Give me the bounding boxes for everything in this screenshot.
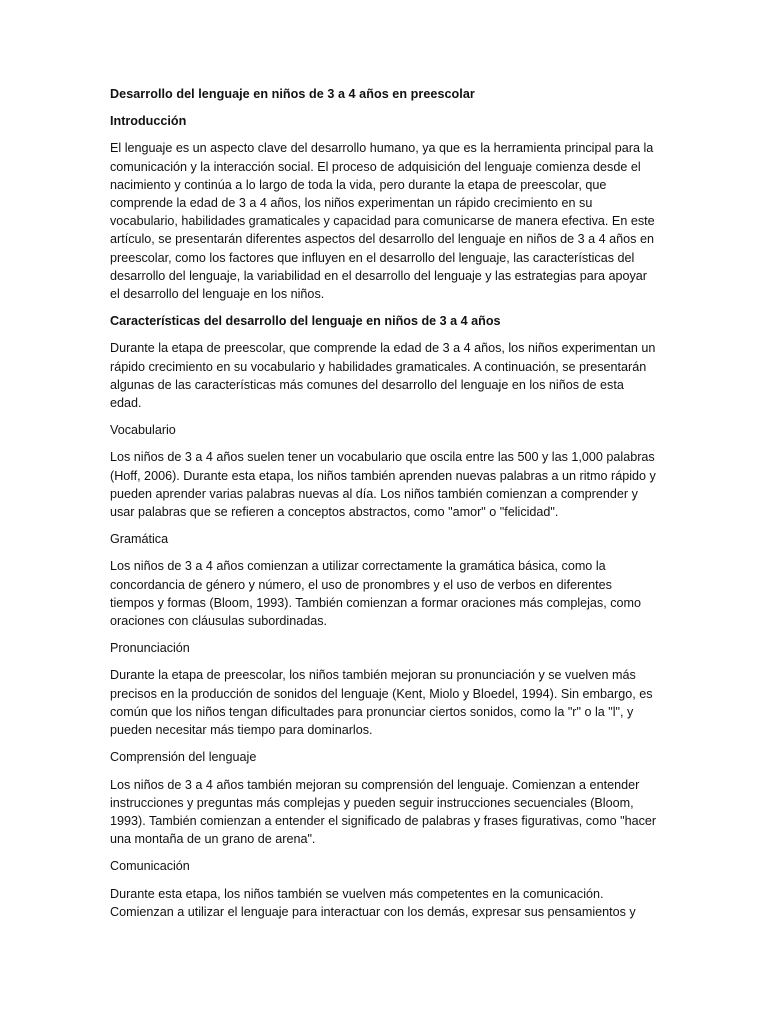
subheading-pronunciacion: Pronunciación bbox=[110, 641, 190, 656]
paragraph-introduccion: El lenguaje es un aspecto clave del desarrollo humano, ya que es la herramienta principal para la comunicación y la interacción social. El proceso de adquisición del lenguaje comienza desde el nacimiento y continúa a lo largo de toda la vida, pero durante la etapa de preescolar, que comprende la edad de 3 a 4 años, los niños experimentan un rápido crecimiento en su vocabulario, habilidades gramaticales y capacidad para comunicarse de manera efectiva. En este artículo, se presentarán diferentes aspectos del desarrollo del lenguaje en niños de 3 a 4 años en preescolar, como los factores que influyen en el desarrollo del lenguaje, las características del desarrollo del lenguaje, la variabilidad en el desarrollo del lenguaje y las estrategias para apoyar el desarrollo del lenguaje en los niños. bbox=[110, 141, 655, 302]
paragraph-caracteristicas: Durante la etapa de preescolar, que comprende la edad de 3 a 4 años, los niños experimentan un rápido crecimiento en su vocabulario y habilidades gramaticales. A continuación, se presentarán algunas de las características más comunes del desarrollo del lenguaje en los niños de esta edad. bbox=[110, 341, 656, 411]
paragraph-comunicacion: Durante esta etapa, los niños también se vuelven más competentes en la comunicación. Comienzan a utilizar el lenguaje para interactuar con los demás, expresar sus pensamientos y bbox=[110, 886, 636, 919]
subheading-vocabulario: Vocabulario bbox=[110, 423, 176, 438]
section-heading-caracteristicas: Características del desarrollo del lenguaje en niños de 3 a 4 años bbox=[110, 314, 501, 329]
paragraph-gramatica: Los niños de 3 a 4 años comienzan a utilizar correctamente la gramática básica, como la concordancia de género y número, el uso de pronombres y el uso de verbos en diferentes tiempos y formas (Bloom, 1993). También comienzan a formar oraciones más complejas, como oraciones con cláusulas subordinadas. bbox=[110, 559, 642, 629]
section-heading-introduccion: Introducción bbox=[110, 114, 187, 129]
paragraph-pronunciacion: Durante la etapa de preescolar, los niños también mejoran su pronunciación y se vuelven más precisos en la producción de sonidos del lenguaje (Kent, Miolo y Bloedel, 1994). Sin embargo, es común que los niños tengan dificultades para pronunciar ciertos sonidos, como la "r" o la "l", y pueden necesitar más tiempo para dominarlos. bbox=[110, 668, 653, 738]
subheading-gramatica: Gramática bbox=[110, 532, 169, 547]
document-title: Desarrollo del lenguaje en niños de 3 a 4 años en preescolar bbox=[110, 87, 475, 101]
paragraph-comprension: Los niños de 3 a 4 años también mejoran su comprensión del lenguaje. Comienzan a entender instrucciones y preguntas más complejas y pueden seguir instrucciones secuenciales (Bloom, 1993). También comienzan a entender el significado de palabras y frases figurativas, como "hacer una montaña de un grano de arena". bbox=[110, 777, 657, 847]
subheading-comunicacion: Comunicación bbox=[110, 859, 190, 874]
subheading-comprension: Comprensión del lenguaje bbox=[110, 750, 257, 765]
paragraph-vocabulario: Los niños de 3 a 4 años suelen tener un vocabulario que oscila entre las 500 y las 1,000 palabras (Hoff, 2006). Durante esta etapa, los niños también aprenden nuevas palabras a un ritmo rápido y pueden aprender varias palabras nuevas al día. Los niños también comienzan a comprender y usar palabras que se refieren a conceptos abstractos, como "amor" o "felicidad". bbox=[110, 450, 656, 520]
